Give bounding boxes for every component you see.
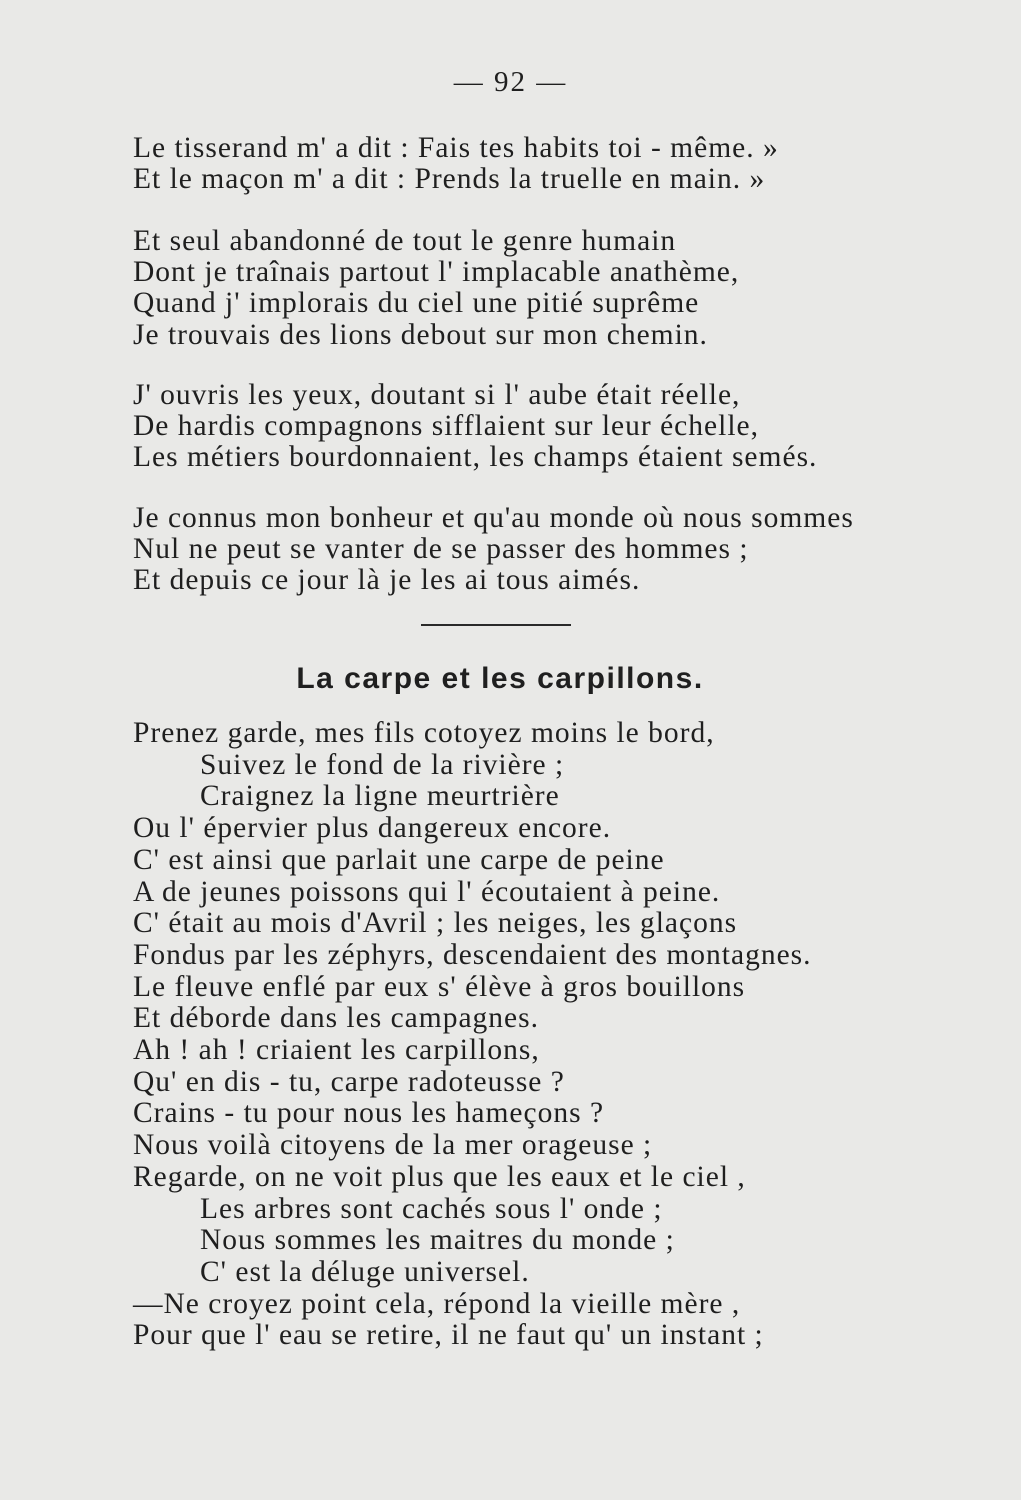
verse-line: Et déborde dans les campagnes.	[133, 1002, 539, 1035]
verse-line: —Ne croyez point cela, répond la vieille mère ,	[133, 1287, 741, 1320]
verse-line: Et depuis ce jour là je les ai tous aimés.	[133, 564, 641, 597]
verse-line: C' est ainsi que parlait une carpe de peine	[133, 843, 665, 876]
verse-line: J' ouvris les yeux, doutant si l' aube était réelle,	[133, 379, 741, 411]
verse-line: Pour que l' eau se retire, il ne faut qu' un instant ;	[133, 1319, 764, 1352]
verse-line: Prenez garde, mes fils cotoyez moins le bord,	[133, 717, 715, 749]
stanza-4	[133, 503, 953, 597]
verse-line: Le fleuve enflé par eux s' élève à gros bouillons	[133, 970, 746, 1003]
verse-line: A de jeunes poissons qui l' écoutaient à peine.	[133, 875, 721, 908]
verse-line: Nous voilà citoyens de la mer orageuse ;	[133, 1129, 653, 1162]
verse-line: Dont je traînais partout l' implacable anathème,	[133, 256, 740, 289]
verse-line: Les métiers bourdonnaient, les champs étaient semés.	[133, 441, 818, 474]
verse-line: Fondus par les zéphyrs, descendaient des montagnes.	[133, 938, 812, 971]
verse-line: De hardis compagnons sifflaient sur leur échelle,	[133, 410, 759, 443]
verse-line: C' était au mois d'Avril ; les neiges, les glaçons	[133, 907, 738, 940]
verse-line: Et seul abandonné de tout le genre humain	[133, 225, 677, 257]
section-divider	[421, 624, 571, 626]
verse-line: Suivez le fond de la rivière ;	[200, 748, 565, 781]
verse-line: C' est la déluge universel.	[200, 1255, 530, 1288]
verse-line: Et le maçon m' a dit : Prends la truelle en main. »	[133, 163, 766, 196]
verse-line: Quand j' implorais du ciel une pitié suprême	[133, 287, 700, 320]
page-number: — 92 —	[453, 66, 568, 98]
verse-line: Ou l' épervier plus dangereux encore.	[133, 812, 612, 845]
stanza-2	[133, 226, 953, 351]
verse-line: Je connus mon bonheur et qu'au monde où nous sommes	[133, 502, 854, 534]
section-title: La carpe et les carpillons.	[296, 662, 704, 695]
verse-line: Nul ne peut se vanter de se passer des hommes ;	[133, 533, 749, 566]
verse-line: Ah ! ah ! criaient les carpillons,	[133, 1034, 540, 1067]
stanza-3	[133, 380, 953, 474]
verse-line: Je trouvais des lions debout sur mon chemin.	[133, 318, 708, 351]
verse-line: Les arbres sont cachés sous l' onde ;	[200, 1192, 663, 1225]
verse-line: Le tisserand m' a dit : Fais tes habits toi - même. »	[133, 132, 779, 164]
verse-line: Craignez la ligne meurtrière	[200, 780, 560, 813]
verse-line: Regarde, on ne voit plus que les eaux et le ciel ,	[133, 1160, 746, 1193]
verse-line: Nous sommes les maitres du monde ;	[200, 1224, 675, 1257]
stanza-1	[133, 133, 953, 195]
verse-line: Qu' en dis - tu, carpe radoteusse ?	[133, 1065, 565, 1098]
fable-text	[133, 718, 953, 1352]
verse-line: Crains - tu pour nous les hameçons ?	[133, 1097, 605, 1130]
